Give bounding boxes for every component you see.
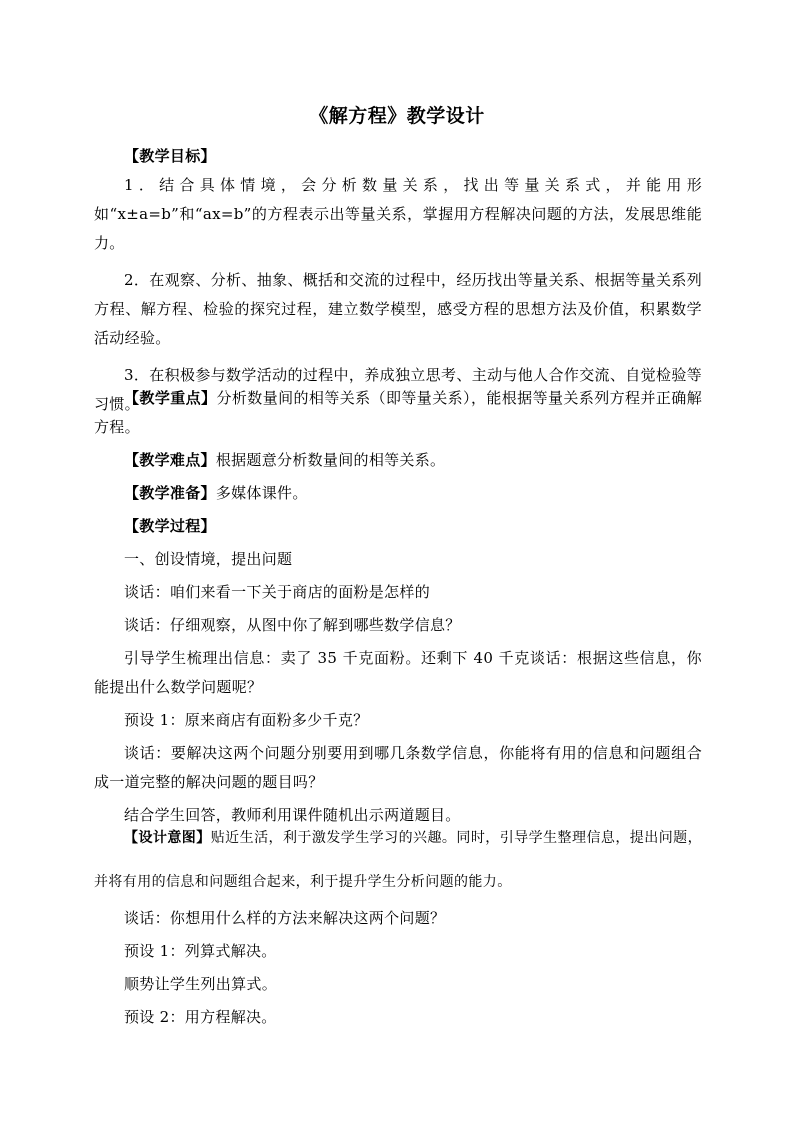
difficulty-paragraph [94, 446, 702, 475]
objectives-section [94, 142, 702, 419]
process-heading: 【教学过程】 [124, 517, 216, 535]
key-point-label: 【教学重点】 [124, 389, 217, 407]
process-line-2: 谈话：咱们来看一下关于商店的面粉是怎样的 [124, 583, 431, 601]
difficulty-label: 【教学难点】 [124, 451, 216, 469]
process-continued-line-1: 谈话：你想用什么样的方法来解决这两个问题？ [124, 909, 446, 927]
process-continued-line-2: 预设 1：列算式解决。 [124, 942, 277, 960]
lesson-details-section [94, 384, 702, 830]
preparation-paragraph [94, 479, 702, 508]
process-continued-line-3: 顺势让学生列出算式。 [124, 975, 278, 993]
preparation-text: 多媒体课件。 [215, 484, 308, 502]
process-line-5: 预设 1：原来商店有面粉多少千克？ [124, 711, 369, 729]
design-intent-label: 【设计意图】 [124, 830, 211, 846]
preparation-label: 【教学准备】 [124, 484, 216, 502]
objectives-heading: 【教学目标】 [124, 147, 216, 165]
objective-item-2: 2．在观察、分析、抽象、概括和交流的过程中，经历找出等量关系、根据等量关系列方程、解方程、检验的探究过程，建立数学模型，感受方程的思想方法及价值，积累数学活动经验。 [94, 271, 702, 347]
process-line-4: 引导学生梳理出信息：卖了 35 千克面粉。还剩下 40 千克谈话：根据这些信息，你能提出什么数学问题呢？ [94, 649, 702, 696]
objective-item-1: 1．结合具体情境，会分析数量关系，找出等量关系式，并能用形如“x±a=b”和“ax=b”的方程表示出等量关系，掌握用方程解决问题的方法，发展思维能力。 [94, 176, 702, 252]
page-title: 《解方程》教学设计 [309, 105, 485, 127]
process-continued-line-4: 预设 2：用方程解决。 [124, 1008, 277, 1026]
process-line-3: 谈话：仔细观察，从图中你了解到哪些数学信息？ [124, 616, 461, 634]
objective-item-3: 3．在积极参与数学活动的过程中，养成独立思考、主动与他人合作交流、自觉检验等习惯。 [94, 366, 702, 413]
design-intent-body [94, 816, 702, 904]
design-intent-text: 贴近生活，利于激发学生学习的兴趣。同时，引导学生整理信息，提出问题，并将有用的信息和问题组合起来，利于提升学生分析问题的能力。 [94, 830, 702, 890]
difficulty-text: 根据题意分析数量间的相等关系。 [215, 451, 446, 469]
process-line-6: 谈话：要解决这两个问题分别要用到哪几条数学信息，你能将有用的信息和问题组合成一道完整的解决问题的题目吗？ [94, 744, 702, 791]
key-point-paragraph [94, 384, 702, 442]
key-point-text: 分析数量间的相等关系（即等量关系），能根据等量关系列方程并正确解方程。 [94, 389, 702, 436]
process-continued-section [94, 904, 702, 1032]
design-intent-paragraph [94, 816, 702, 904]
process-line-7: 结合学生回答，教师利用课件随机出示两道题目。 [124, 806, 461, 824]
process-line-1: 一、创设情境，提出问题 [124, 550, 293, 568]
